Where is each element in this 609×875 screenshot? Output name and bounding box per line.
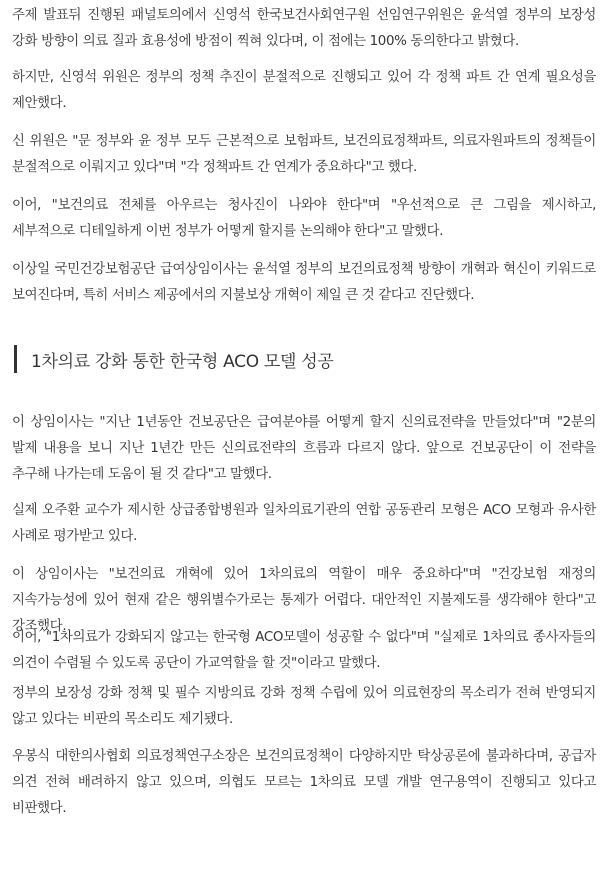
heading-accent-bar bbox=[14, 345, 17, 373]
article-paragraph: 주제 발표뒤 진행된 패널토의에서 신영석 한국보건사회연구원 선임연구위원은 윤석열 정부의 보장성 강화 방향이 의료 질과 효용성에 방점이 찍혀 있다며, 이 점에는 100% 동의한다고 밝혔다. bbox=[12, 8, 596, 49]
article-paragraph: 하지만, 신영석 위원은 정부의 정책 추진이 분절적으로 진행되고 있어 각 정책 파트 간 연계 필요성을 제안했다. bbox=[12, 70, 596, 111]
article-paragraph: 이어, "1차의료가 강화되지 않고는 한국형 ACO모델이 성공할 수 없다"며 "실제로 1차의료 종사자들의 의견이 수렴될 수 있도록 공단이 가교역할을 할 것"이라고 말했다. bbox=[12, 630, 596, 671]
article-paragraph: 이 상임이사는 "지난 1년동안 건보공단은 급여분야를 어떻게 할지 신의료전략을 만들었다"며 "2분의 발제 내용을 보니 지난 1년간 만든 신의료전략의 흐름과 다르지 않다. 앞으로 건보공단이 이 전략을 추구해 나가는데 도움이 될 것 같다"고 말했다. bbox=[12, 415, 596, 482]
article-paragraph: 이상일 국민건강보험공단 급여상임이사는 윤석열 정부의 보건의료정책 방향이 개혁과 혁신이 키워드로 보여진다며, 특히 서비스 제공에서의 지불보상 개혁이 제일 큰 것 같다고 진단했다. bbox=[12, 262, 596, 303]
article-paragraph: 이어, "보건의료 전체를 아우르는 청사진이 나와야 한다"며 "우선적으로 큰 그림을 제시하고, 세부적으로 디테일하게 이번 정부가 어떻게 할지를 논의해야 한다"고 말했다. bbox=[12, 198, 596, 239]
section-heading bbox=[14, 344, 334, 374]
article-paragraph: 우봉식 대한의사협회 의료정책연구소장은 보건의료정책이 다양하지만 탁상공론에 불과하다며, 공급자 의견 전혀 배려하지 않고 있으며, 의협도 모르는 1차의료 모델 개발 연구용역이 진행되고 있다고 비판했다. bbox=[12, 749, 596, 816]
article-paragraph: 신 위원은 "문 정부와 윤 정부 모두 근본적으로 보험파트, 보건의료정책파트, 의료자원파트의 정책들이 분절적으로 이뤄지고 있다"며 "각 정책파트 간 연계가 중요하다"고 했다. bbox=[12, 134, 596, 175]
article-paragraph: 정부의 보장성 강화 정책 및 필수 지방의료 강화 정책 수립에 있어 의료현장의 목소리가 전혀 반영되지 않고 있다는 비판의 목소리도 제기됐다. bbox=[12, 686, 596, 727]
article-paragraph: 실제 오주환 교수가 제시한 상급종합병원과 일차의료기관의 연합 공동관리 모형은 ACO 모형과 유사한 사례로 평가받고 있다. bbox=[12, 503, 596, 544]
section-heading-text: 1차의료 강화 통한 한국형 ACO 모델 성공 bbox=[31, 351, 334, 372]
article-paragraph: 이 상임이사는 "보건의료 개혁에 있어 1차의료의 역할이 매우 중요하다"며 "건강보험 재정의 지속가능성에 있어 현재 같은 행위별수가로는 통제가 어렵다. 대안적인 지불제도를 생각해야 한다"고 강조했다. bbox=[12, 567, 596, 634]
